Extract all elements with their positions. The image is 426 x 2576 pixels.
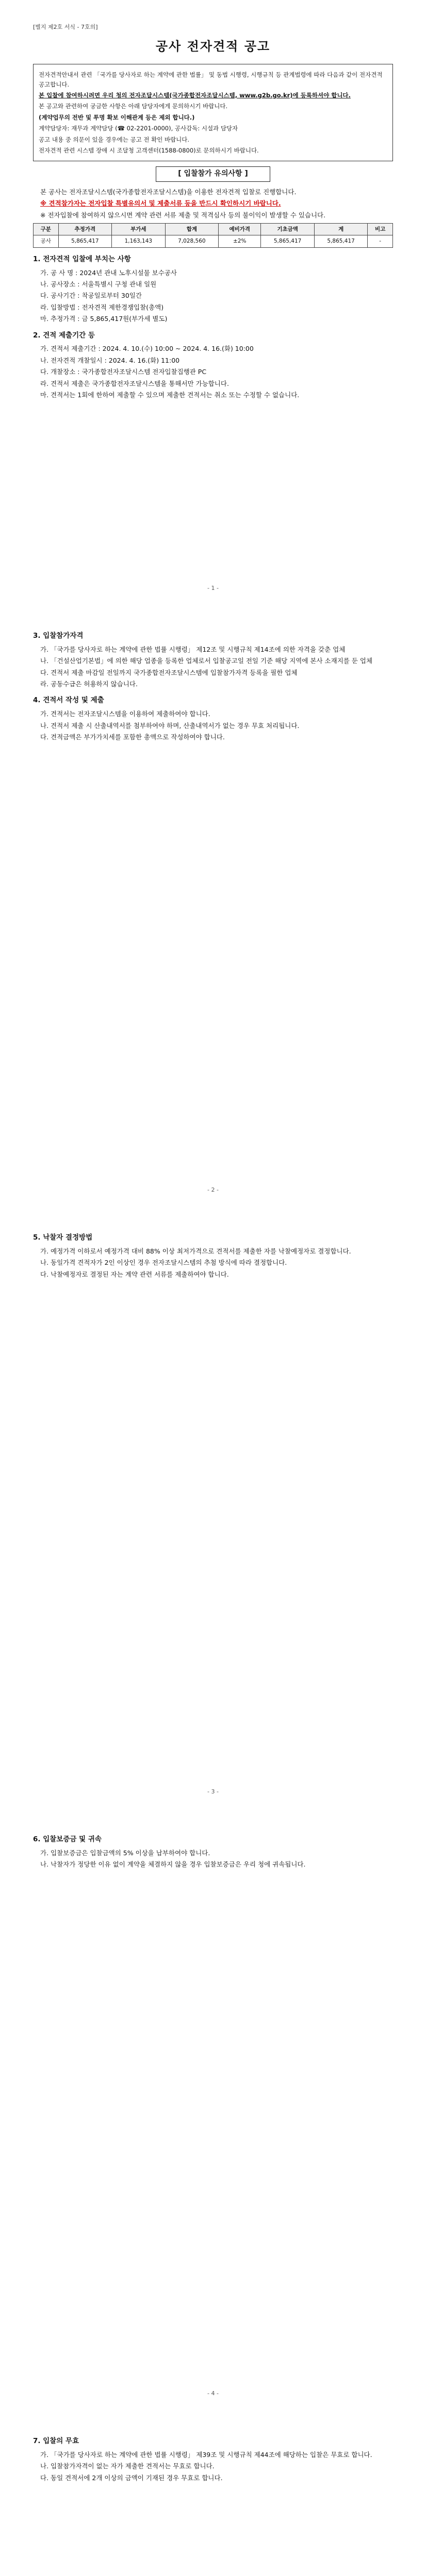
section-title: 4. 견적서 작성 및 제출 xyxy=(33,696,104,705)
notice-line: (계약업무의 전반 및 투명 확보 이해관계 등은 제외 합니다.) xyxy=(39,113,195,121)
section-item: 가. 견적서는 전자조달시스템을 이용하여 제출하여야 합니다. xyxy=(40,710,210,718)
table-cell: 1,163,143 xyxy=(112,235,166,247)
section-item: 나. 낙찰자가 정당한 이유 없이 계약을 체결하지 않을 경우 입찰보증금은 우리 청에 귀속됩니다. xyxy=(40,1860,306,1869)
table-header: 구분 xyxy=(34,224,59,235)
table-cell: 5,865,417 xyxy=(58,235,112,247)
intro-line: ※ 전자입찰에 참여하지 않으시면 계약 관련 서류 제출 및 적격심사 등의 불이익이 발생할 수 있습니다. xyxy=(40,211,326,219)
table-header: 합계 xyxy=(165,224,219,235)
section-item: 라. 견적서 제출은 국가종합전자조달시스템을 통해서만 가능합니다. xyxy=(40,379,229,387)
section-title: 7. 입찰의 무효 xyxy=(33,2437,79,2445)
section-item: 가. 입찰보증금은 입찰금액의 5% 이상을 납부하여야 합니다. xyxy=(40,1849,210,1857)
section-item: 나. 견적서 제출 시 산출내역서를 첨부하여야 하며, 산출내역서가 없는 경우 무효 처리됩니다. xyxy=(40,721,300,730)
notice-line: 전자견적안내서 관련 「국가를 당사자로 하는 계약에 관한 법률」 및 동법 시행령, 시행규칙 등 관계법령에 따라 다음과 같이 전자견적 공고합니다. xyxy=(39,71,383,88)
page-1 xyxy=(0,0,426,602)
form-number: [별지 제2호 서식 - 7호의] xyxy=(33,24,98,30)
table-cell: 공사 xyxy=(34,235,59,247)
page-2 xyxy=(0,602,426,1204)
section-item: 다. 견적금액은 부가가치세를 포함한 총액으로 작성하여야 합니다. xyxy=(40,733,225,741)
page-3 xyxy=(0,1204,426,1805)
page-number: - 3 - xyxy=(207,1788,219,1795)
notice-line: 계약담당자: 재무과 계약담당 (☎ 02-2201-0000), 공사감독: 시설과 담당자 xyxy=(39,125,238,132)
notice-line: 전자견적 관련 시스템 장애 시 조달청 고객센터(1588-0800)로 문의하시기 바랍니다. xyxy=(39,146,259,154)
page-number: - 4 - xyxy=(207,2389,219,2397)
section-item: 가. 「국가를 당사자로 하는 계약에 관한 법률 시행령」 제12조 및 시행규칙 제14조에 의한 자격을 갖춘 업체 xyxy=(40,645,346,653)
section-title: 3. 입찰참가자격 xyxy=(33,632,84,640)
section-item: 다. 동일 견적서에 2개 이상의 금액이 기재된 경우 무효로 합니다. xyxy=(40,2473,223,2482)
section-item: 라. 공동수급은 허용하지 않습니다. xyxy=(40,680,138,688)
section-item: 다. 개찰장소 : 국가종합전자조달시스템 전자입찰집행관 PC xyxy=(40,368,207,376)
section-item: 마. 견적서는 1회에 한하여 제출할 수 있으며 제출한 견적서는 취소 또는 수정할 수 없습니다. xyxy=(40,391,300,399)
table-row xyxy=(34,235,393,247)
table-cell: - xyxy=(368,235,393,247)
table-header: 비고 xyxy=(368,224,393,235)
section-item: 가. 예정가격 이하로서 예정가격 대비 88% 이상 최저가격으로 견적서를 제출한 자를 낙찰예정자로 결정합니다. xyxy=(40,1247,351,1255)
page-5 xyxy=(0,2407,426,2576)
page-4 xyxy=(0,1805,426,2407)
table-header: 예비가격 xyxy=(219,224,261,235)
document-title: 공사 전자견적 공고 xyxy=(155,39,271,54)
section-item: 나. 입찰참가자격이 없는 자가 제출한 견적서는 무효로 합니다. xyxy=(40,2462,215,2470)
section-title: 2. 견적 제출기간 등 xyxy=(33,331,95,340)
section-item: 나. 공사장소 : 서울특별시 구청 관내 일원 xyxy=(40,280,157,288)
section-title: 1. 전자견적 입찰에 부치는 사항 xyxy=(33,255,131,263)
section-item: 다. 낙찰예정자로 결정된 자는 계약 관련 서류를 제출하여야 합니다. xyxy=(40,1270,229,1278)
price-table xyxy=(33,223,393,248)
section-item: 라. 입찰방법 : 전자견적 제한경쟁입찰(총액) xyxy=(40,303,164,311)
section-item: 다. 견적서 제출 마감일 전일까지 국가종합전자조달시스템에 입찰참가자격 등록을 필한 업체 xyxy=(40,668,298,676)
table-cell: 7,028,560 xyxy=(165,235,219,247)
page-number: - 2 - xyxy=(207,1186,219,1193)
section-title: 6. 입찰보증금 및 귀속 xyxy=(33,1835,102,1843)
table-cell: 5,865,417 xyxy=(314,235,368,247)
table-cell: ±2% xyxy=(219,235,261,247)
table-header: 부가세 xyxy=(112,224,166,235)
section-item: 가. 견적서 제출기간 : 2024. 4. 10.(수) 10:00 ~ 2024. 4. 16.(화) 10:00 xyxy=(40,345,254,353)
main-section-title: [ 입찰참가 유의사항 ] xyxy=(156,166,270,182)
table-header: 추정가격 xyxy=(58,224,112,235)
section-item: 나. 전자견적 개찰일시 : 2024. 4. 16.(화) 11:00 xyxy=(40,356,180,364)
notice-line: 공고 내용 중 의문이 있을 경우에는 공고 전 확인 바랍니다. xyxy=(39,135,190,143)
section-item: 가. 「국가를 당사자로 하는 계약에 관한 법률 시행령」 제39조 및 시행규칙 제44조에 해당하는 입찰은 무효로 합니다. xyxy=(40,2450,372,2459)
section-item: 다. 공사기간 : 착공일로부터 30일간 xyxy=(40,292,142,300)
intro-line: ※ 견적참가자는 전자입찰 특별유의서 및 제출서류 등을 반드시 확인하시기 바랍니다. xyxy=(40,199,281,208)
section-item: 마. 추정가격 : 금 5,865,417원(부가세 별도) xyxy=(40,315,168,323)
section-item: 나. 「건설산업기본법」에 의한 해당 업종을 등록한 업체로서 입찰공고일 전일 기준 해당 지역에 본사 소재지를 둔 업체 xyxy=(40,657,373,665)
section-item: 나. 동일가격 견적자가 2인 이상인 경우 전자조달시스템의 추첨 방식에 따라 결정합니다. xyxy=(40,1259,287,1267)
table-header: 기초금액 xyxy=(261,224,315,235)
notice-line: 본 공고와 관련하여 궁금한 사항은 아래 담당자에게 문의하시기 바랍니다. xyxy=(39,103,228,110)
table-cell: 5,865,417 xyxy=(261,235,315,247)
intro-line: 본 공사는 전자조달시스템(국가종합전자조달시스템)을 이용한 전자견적 입찰로 진행합니다. xyxy=(40,188,297,196)
notice-box xyxy=(33,64,393,161)
page-number: - 1 - xyxy=(207,584,219,591)
table-header: 계 xyxy=(314,224,368,235)
section-title: 5. 낙찰자 결정방법 xyxy=(33,1233,93,1242)
section-item: 가. 공 사 명 : 2024년 관내 노후시설물 보수공사 xyxy=(40,268,177,277)
notice-line: 본 입찰에 참여하시려면 우리 청의 전자조달시스템(국가종합전자조달시스템, www.g2b.go.kr)에 등록하셔야 합니다. xyxy=(39,92,351,99)
